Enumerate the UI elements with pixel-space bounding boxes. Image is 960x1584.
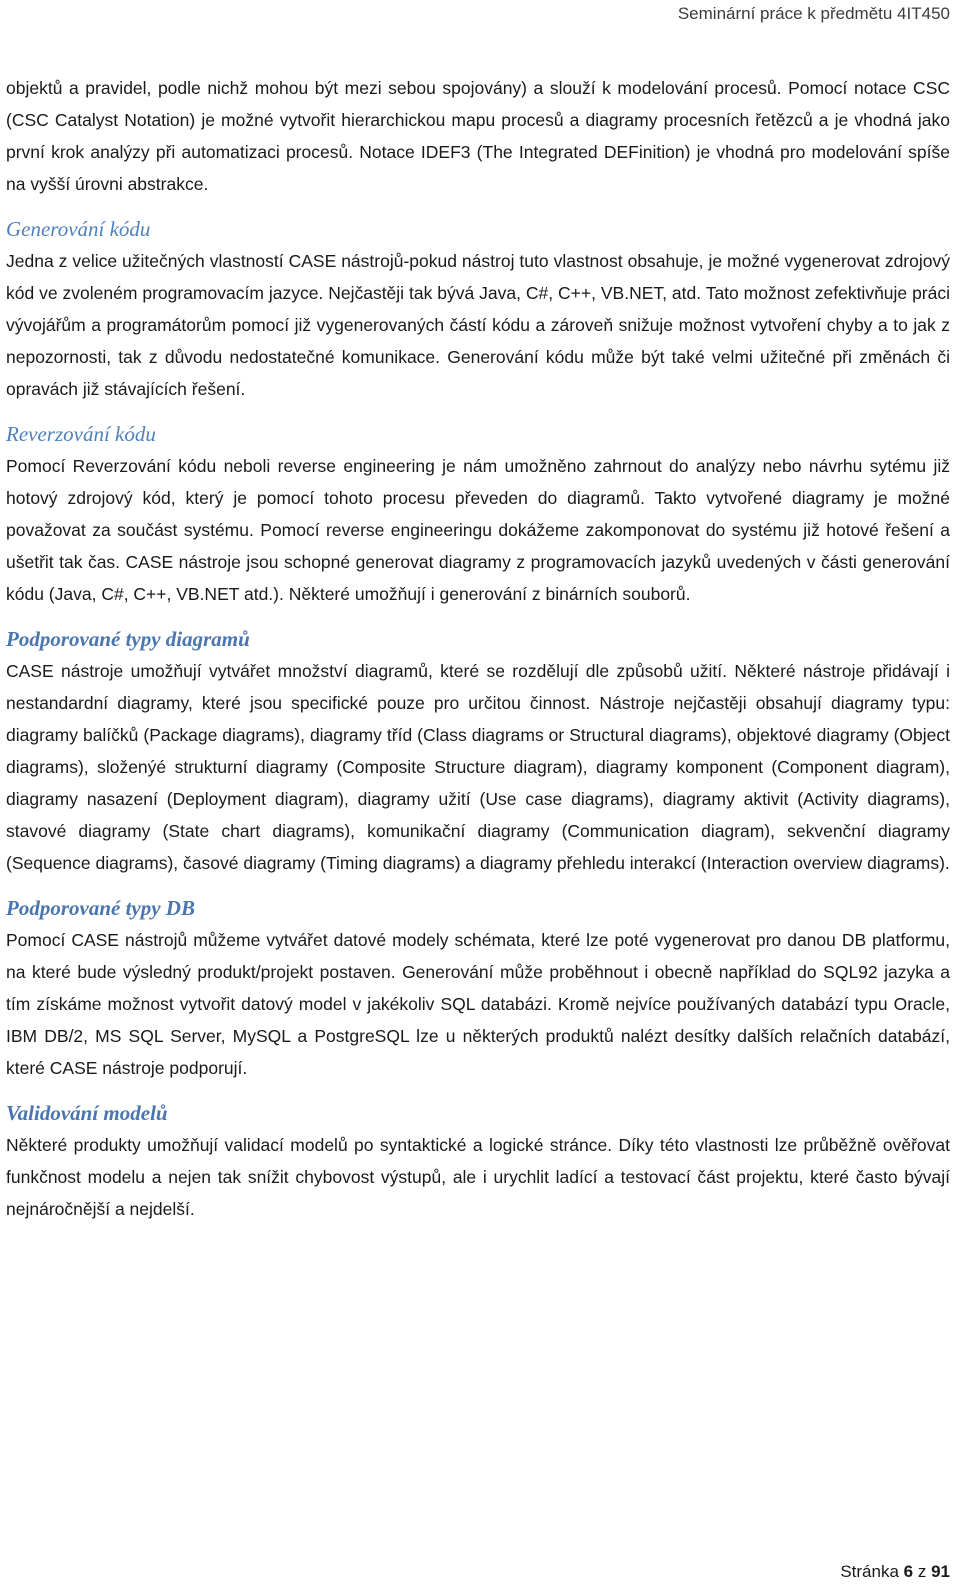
paragraph-db-types: Pomocí CASE nástrojů můžeme vytvářet datové modely schémata, které lze poté vygenerovat pro danou DB platformu, na které bude výsledný produkt/projekt postaven. Generování může proběhnout i obecně například do SQL92 jazyka a tím získáme možnost vytvořit datový model v jakékoliv SQL databázi. Kromě nejvíce používaných databází typu Oracle, IBM DB/2, MS SQL Server, MySQL a PostgreSQL lze u některých produktů nalézt desítky dalších relačních databází, které CASE nástroje podporují. [6,930,950,1078]
paragraph-reverse-engineering: Pomocí Reverzování kódu neboli reverse engineering je nám umožněno zahrnout do analýzy nebo návrhu sytému již hotový zdrojový kód, který je pomocí tohoto procesu převeden do diagramů. Takto vytvořené diagramy je možné považovat za součást systému. Pomocí reverse engineeringu dokážeme zakomponovat do systému již hotové řešení a ušetřit tak čas. CASE nástroje jsou schopné generovat diagramy z programovacích jazyků uvedených v části generování kódu (Java, C#, C++, VB.NET atd.). Některé umožňují i generování z binárních souborů. [6,456,950,604]
paragraph-model-validation: Některé produkty umožňují validací modelů po syntaktické a logické stránce. Díky této vlastnosti lze průběžně ověřovat funkčnost modelu a nejen tak snížit chybovost výstupů, ale i urychlit ladící a testovací část projektu, které často bývají nejnáročnější a nejdelší. [6,1135,950,1219]
footer-page-number: 6 [903,1562,914,1581]
heading-diagram-types: Podporované typy diagramů [6,627,250,651]
heading-model-validation: Validování modelů [6,1101,168,1125]
footer-of: z [917,1562,927,1581]
footer-total-pages: 91 [931,1562,950,1581]
document-body [6,72,950,1238]
page-header: Seminární práce k předmětu 4IT450 [677,4,950,23]
intro-paragraph: objektů a pravidel, podle nichž mohou být mezi sebou spojovány) a slouží k modelování procesů. Pomocí notace CSC (CSC Catalyst Notation) je možné vytvořit hierarchickou mapu procesů a diagramy procesních řetězců a je vhodná jako první krok analýzy při automatizaci procesů. Notace IDEF3 (The Integrated DEFinition) je vhodná pro modelování spíše na vyšší úrovni abstrakce. [6,78,950,194]
paragraph-diagram-types: CASE nástroje umožňují vytvářet množství diagramů, které se rozdělují dle způsobů užití. Některé nástroje přidávají i nestandardní diagramy, které jsou specifické pouze pro určitou činnost. Nástroje nejčastěji obsahují diagramy typu: diagramy balíčků (Package diagrams), diagramy tříd (Class diagrams or Structural diagrams), objektové diagramy (Object diagrams), složenýé strukturní diagramy (Composite Structure diagram), diagramy komponent (Component diagram), diagramy nasazení (Deployment diagram), diagramy užití (Use case diagrams), diagramy aktivit (Activity diagrams), stavové diagramy (State chart diagrams), komunikační diagramy (Communication diagram), sekvenční diagramy (Sequence diagrams), časové diagramy (Timing diagrams) a diagramy přehledu interakcí (Interaction overview diagrams). [6,661,950,873]
paragraph-code-generation: Jedna z velice užitečných vlastností CASE nástrojů-pokud nástroj tuto vlastnost obsahuje, je možné vygenerovat zdrojový kód ve zvoleném programovacím jazyce. Nejčastěji tak bývá Java, C#, C++, VB.NET, atd. Tato možnost zefektivňuje práci vývojářům a programátorům pomocí již vygenerovaných částí kódu a zároveň snižuje možnost vytvoření chyby a to jak z nepozornosti, tak z důvodu nedostatečné komunikace. Generování kódu může být také velmi užitečné při změnách či opravách již stávajících řešení. [6,251,950,399]
page-footer [840,1562,950,1582]
heading-reverse-engineering: Reverzování kódu [6,422,156,446]
heading-code-generation: Generování kódu [6,217,151,241]
footer-label: Stránka [840,1562,899,1581]
heading-db-types: Podporované typy DB [6,896,195,920]
